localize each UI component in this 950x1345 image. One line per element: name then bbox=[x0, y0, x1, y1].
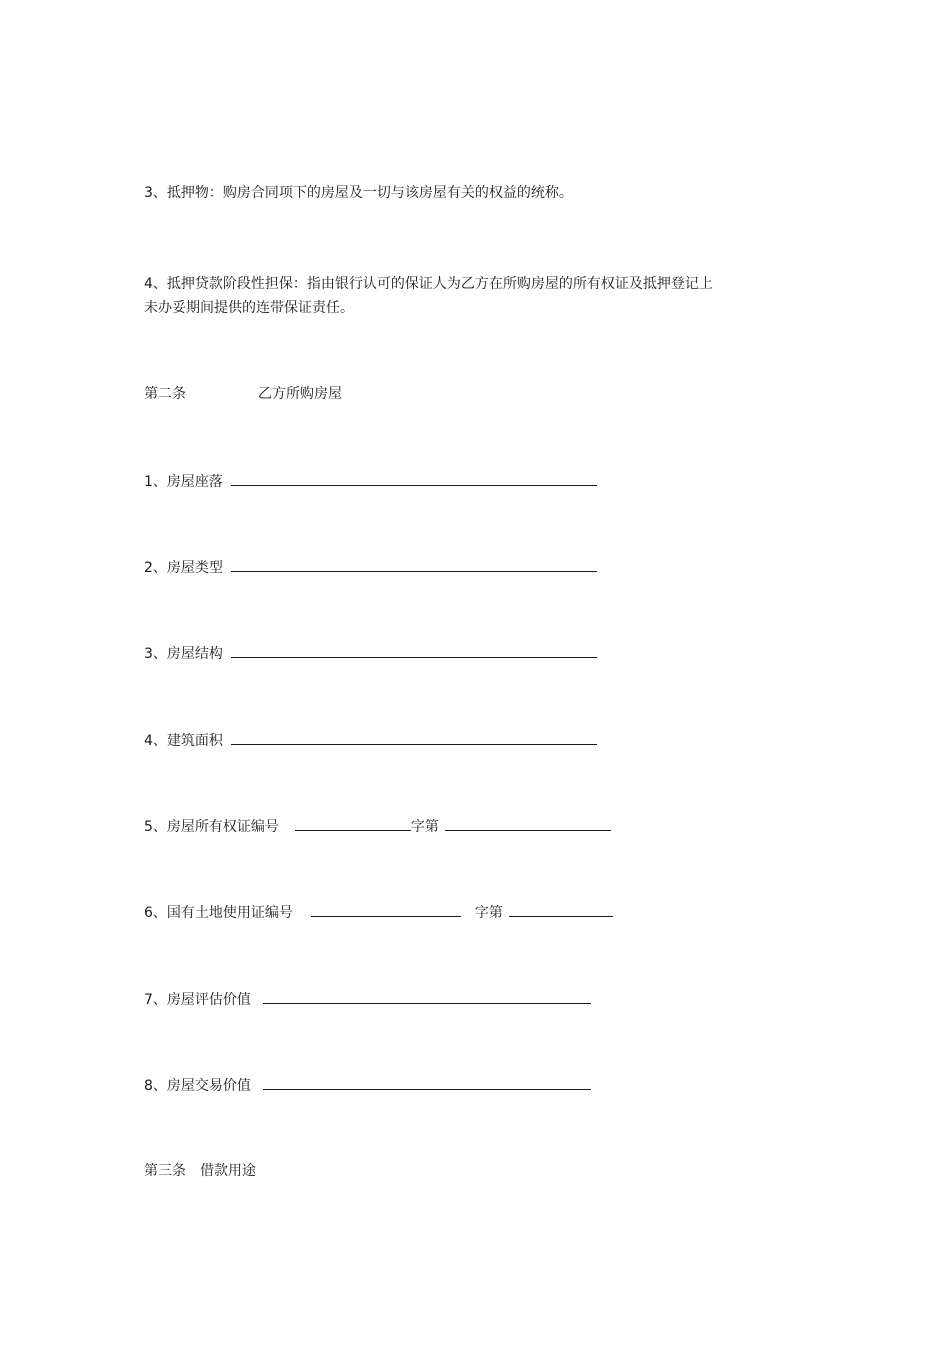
field-label-land-cert: 6、国有土地使用证编号 bbox=[144, 905, 293, 921]
field-row-type bbox=[144, 557, 597, 578]
article-2-heading bbox=[144, 384, 342, 404]
land-cert-number-blank[interactable] bbox=[509, 902, 613, 917]
field-label-structure: 3、房屋结构 bbox=[144, 646, 223, 662]
field-label-location: 1、房屋座落 bbox=[144, 474, 223, 490]
field-label-ownership-cert: 5、房屋所有权证编号 bbox=[144, 819, 279, 835]
article-3-title: 借款用途 bbox=[200, 1163, 256, 1179]
type-blank[interactable] bbox=[231, 557, 597, 572]
field-row-appraisal bbox=[144, 989, 591, 1010]
field-label-area: 4、建筑面积 bbox=[144, 733, 223, 749]
ownership-cert-suffix: 字第 bbox=[410, 819, 439, 835]
definition-item-3-text: 3、抵押物：购房合同项下的房屋及一切与该房屋有关的权益的统称。 bbox=[144, 185, 573, 201]
field-row-land-cert bbox=[144, 902, 613, 923]
definition-item-4 bbox=[144, 272, 724, 320]
article-2-number: 第二条 bbox=[144, 386, 186, 402]
field-row-location bbox=[144, 471, 597, 492]
ownership-cert-prefix-blank[interactable] bbox=[295, 816, 411, 831]
definition-item-4-text: 4、抵押贷款阶段性担保：指由银行认可的保证人为乙方在所购房屋的所有权证及抵押登记上未办妥期间提供的连带保证责任。 bbox=[144, 276, 713, 316]
article-3-heading bbox=[144, 1161, 256, 1181]
transaction-blank[interactable] bbox=[263, 1075, 591, 1090]
field-row-transaction bbox=[144, 1075, 591, 1096]
location-blank[interactable] bbox=[231, 471, 597, 486]
field-row-structure bbox=[144, 643, 597, 664]
field-label-type: 2、房屋类型 bbox=[144, 560, 223, 576]
area-blank[interactable] bbox=[231, 730, 597, 745]
article-2-title: 乙方所购房屋 bbox=[258, 386, 342, 402]
field-label-appraisal: 7、房屋评估价值 bbox=[144, 992, 251, 1008]
field-row-area bbox=[144, 730, 597, 751]
definition-item-3 bbox=[144, 183, 573, 203]
land-cert-suffix: 字第 bbox=[474, 905, 503, 921]
field-label-transaction: 8、房屋交易价值 bbox=[144, 1078, 251, 1094]
field-row-ownership-cert bbox=[144, 816, 611, 837]
structure-blank[interactable] bbox=[231, 643, 597, 658]
appraisal-blank[interactable] bbox=[263, 989, 591, 1004]
article-3-number: 第三条 bbox=[144, 1163, 186, 1179]
land-cert-prefix-blank[interactable] bbox=[311, 902, 461, 917]
ownership-cert-number-blank[interactable] bbox=[445, 816, 611, 831]
